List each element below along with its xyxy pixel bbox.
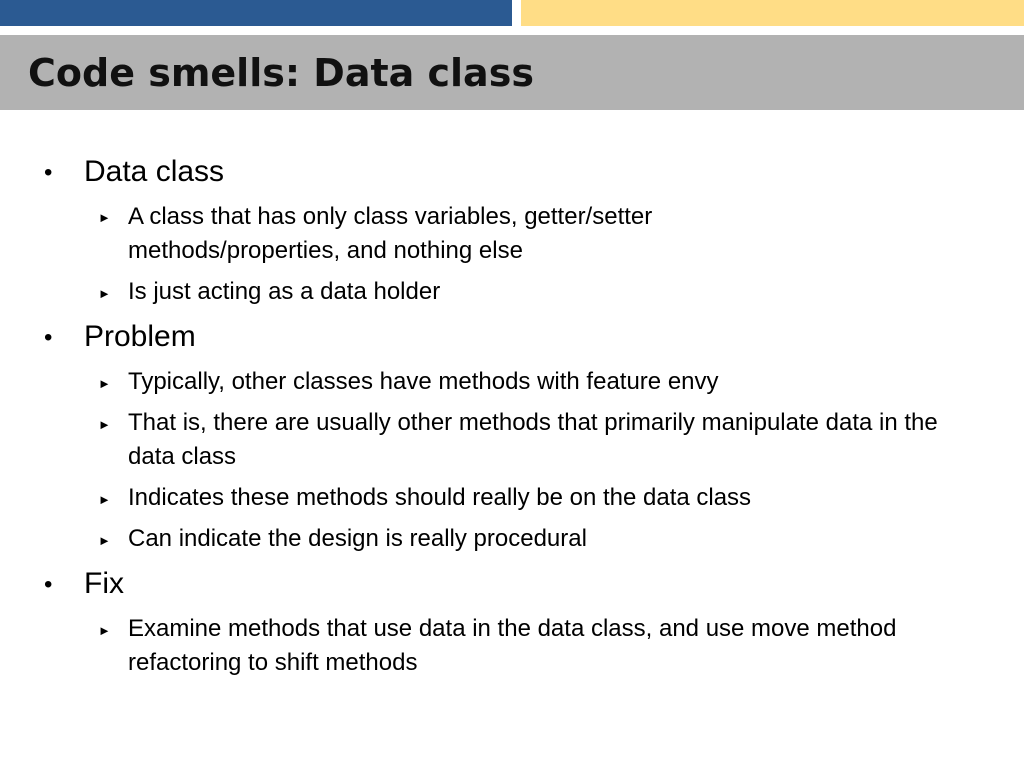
level1-bullet-icon: •: [44, 159, 53, 186]
section-heading: Fix: [84, 567, 124, 600]
level1-bullet-icon: •: [44, 571, 53, 598]
level2-arrow-icon: ►: [98, 533, 111, 548]
level2-arrow-icon: ►: [98, 210, 111, 225]
section-heading: Problem: [84, 320, 196, 353]
list-item: Examine methods that use data in the data class, and use move method refactoring to shift methods: [128, 615, 897, 676]
level2-arrow-icon: ►: [98, 286, 111, 301]
section-heading: Data class: [84, 155, 225, 188]
list-item: Typically, other classes have methods with feature envy: [128, 368, 719, 395]
list-item: Can indicate the design is really procedural: [128, 525, 587, 552]
list-item: A class that has only class variables, getter/setter methods/properties, and nothing else: [128, 203, 653, 264]
list-item: That is, there are usually other methods that primarily manipulate data in the data class: [128, 409, 938, 470]
list-item: Indicates these methods should really be on the data class: [128, 484, 752, 511]
level2-arrow-icon: ►: [98, 492, 111, 507]
level2-arrow-icon: ►: [98, 417, 111, 432]
slide-title: Code smells: Data class: [28, 51, 534, 95]
level1-bullet-icon: •: [44, 324, 53, 351]
level2-arrow-icon: ►: [98, 376, 111, 391]
list-item: Is just acting as a data holder: [128, 278, 441, 305]
level2-arrow-icon: ►: [98, 623, 111, 638]
